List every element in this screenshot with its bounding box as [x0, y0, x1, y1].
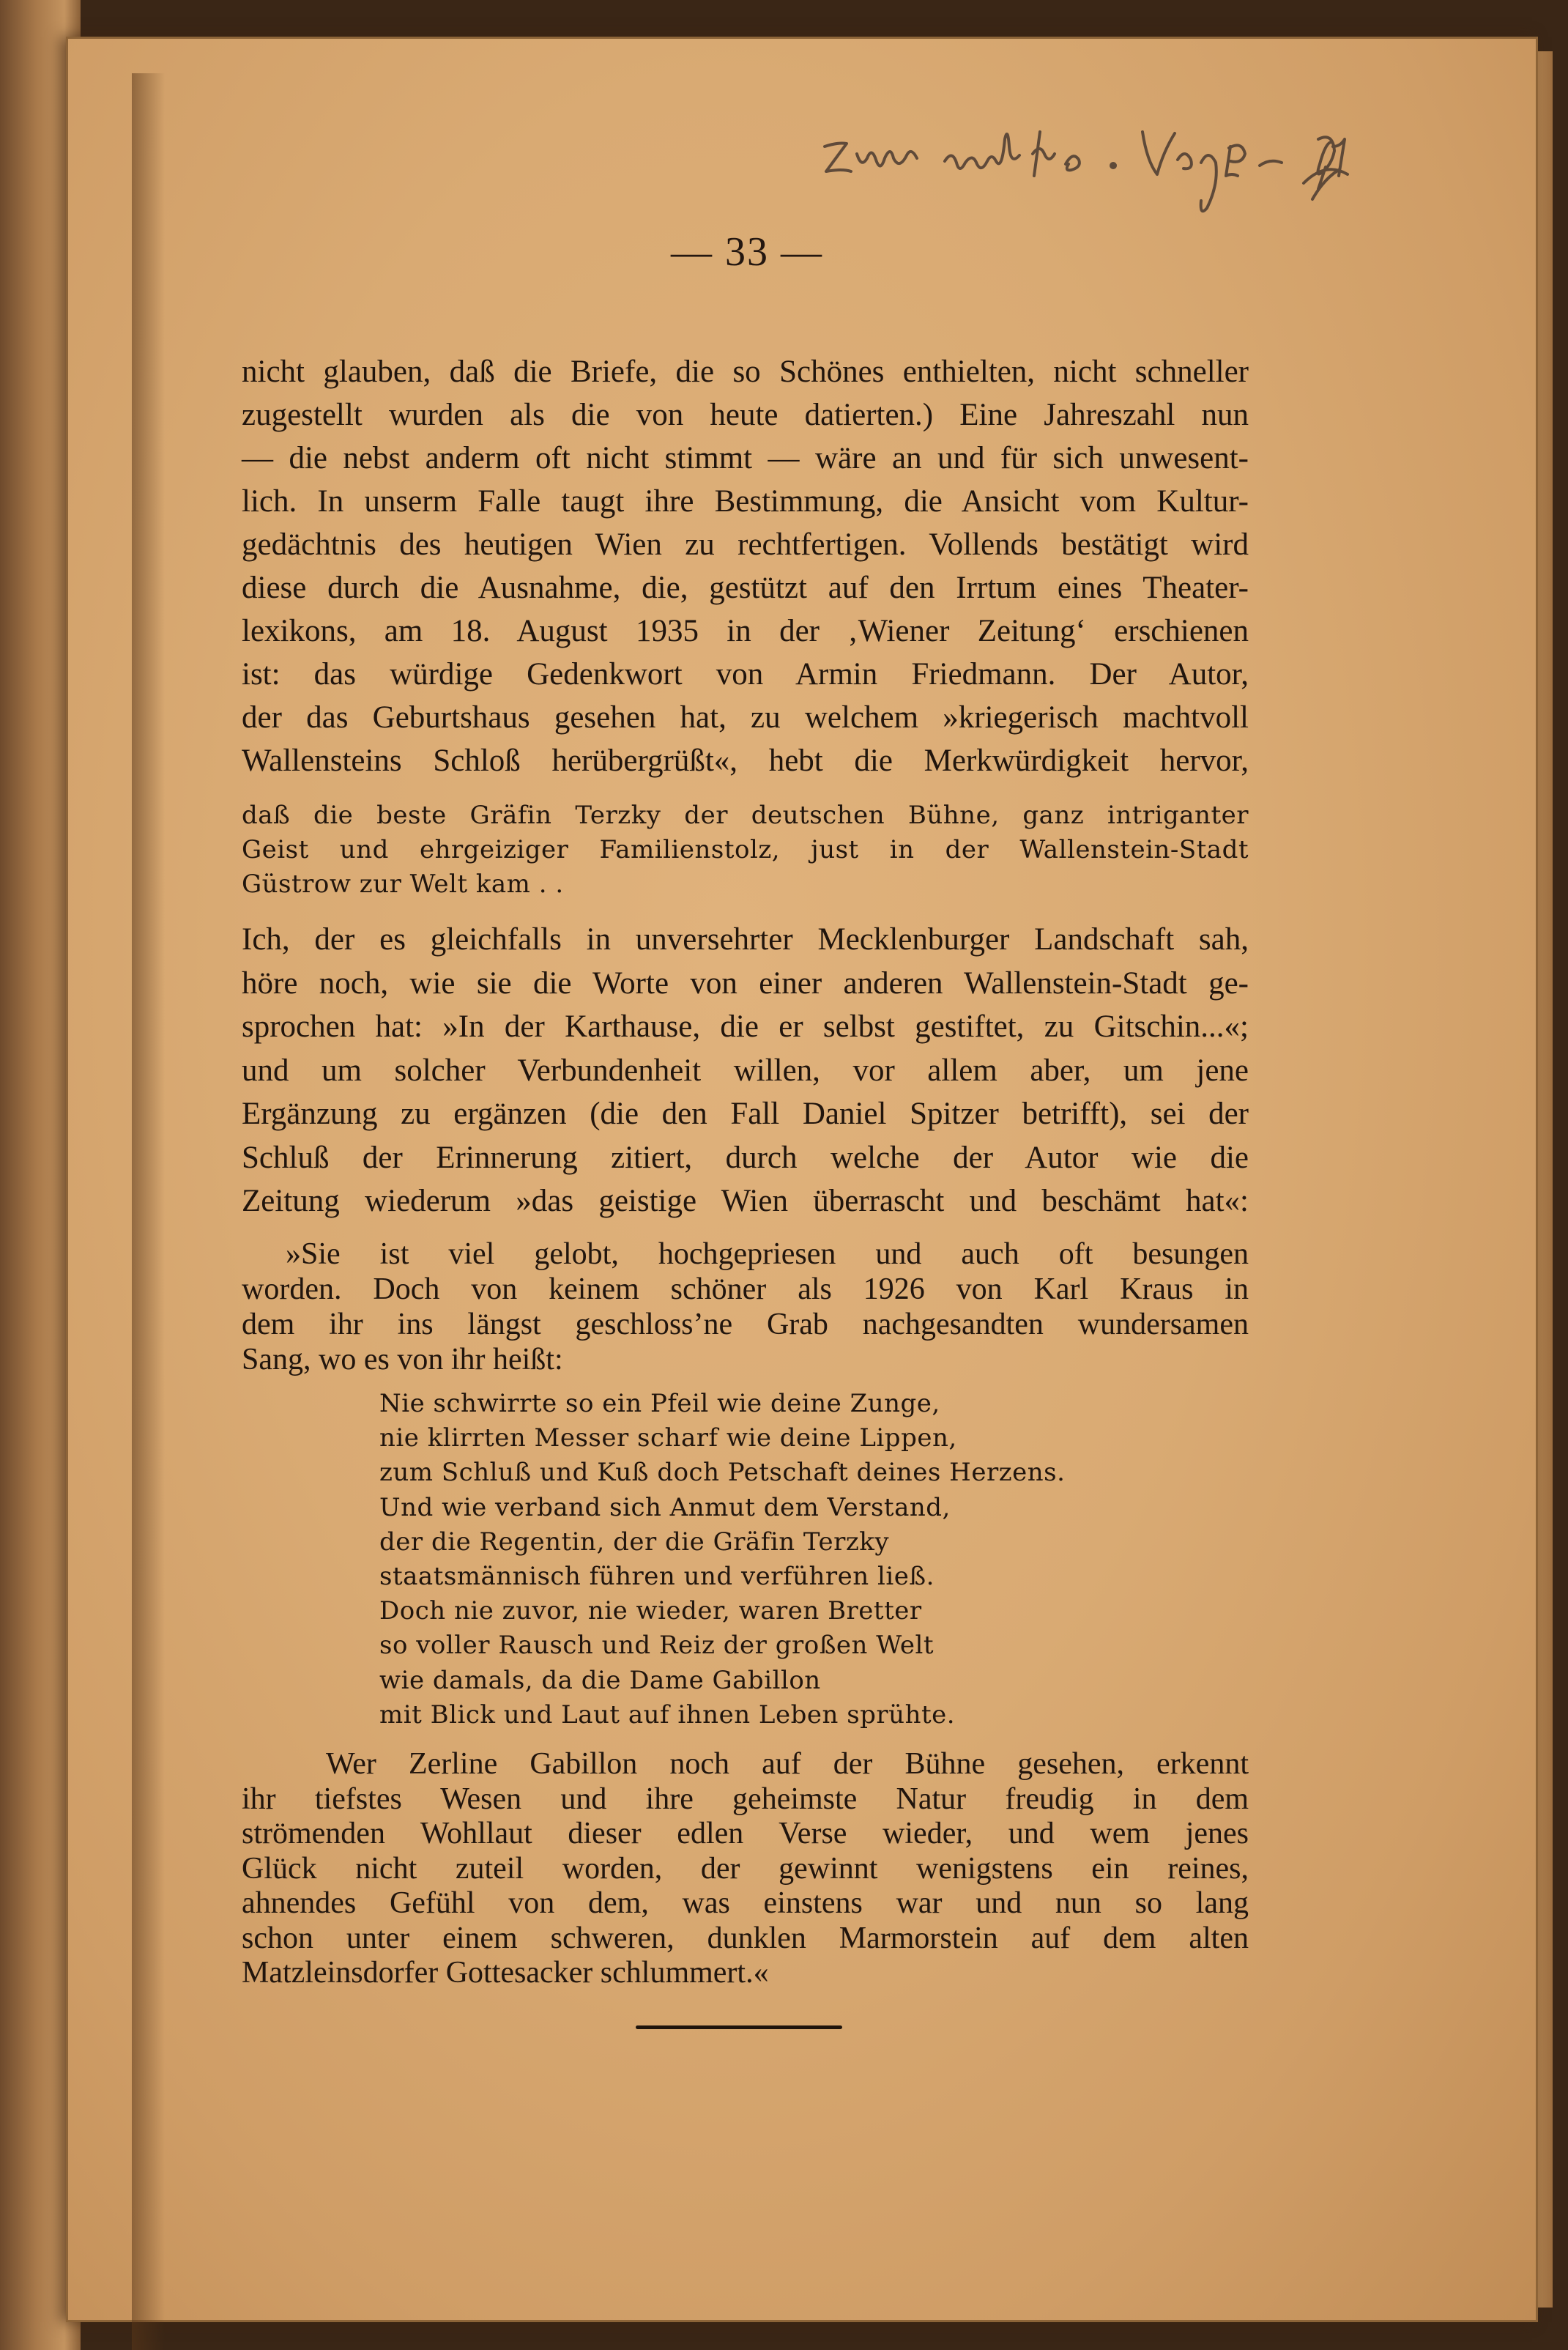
text-line: Wer Zerline Gabillon noch auf der Bühne gesehen, erkennt [326, 1747, 1249, 1781]
text-line: lexikons, am 18. August 1935 in der ‚Wiener Zeitung‘ erschienen [242, 614, 1249, 648]
text-line: worden. Doch von keinem schöner als 1926 von Karl Kraus in [242, 1272, 1249, 1306]
text-line: »Sie ist viel gelobt, hochgepriesen und auch oft besungen [286, 1237, 1249, 1271]
poem-line: wie damals, da die Dame Gabillon [379, 1665, 821, 1695]
text-line: Sang, wo es von ihr heißt: [242, 1343, 563, 1376]
text-line: Zeitung wiederum »das geistige Wien überrascht und beschämt hat«: [242, 1184, 1249, 1218]
poem-line: Und wie verband sich Anmut dem Verstand, [379, 1492, 951, 1522]
text-line: Ergänzung zu ergänzen (die den Fall Daniel Spitzer betrifft), sei der [242, 1097, 1249, 1131]
text-line: dem ihr ins längst geschloss’ne Grab nachgesandten wundersamen [242, 1308, 1249, 1341]
text-line: Matzleinsdorfer Gottesacker schlummert.« [242, 1956, 769, 1990]
text-line: zugestellt wurden als die von heute datierten.) Eine Jahreszahl nun [242, 398, 1249, 432]
text-line: Geist und ehrgeiziger Familienstolz, just in der Wallenstein-Stadt [242, 835, 1249, 864]
poem-line: nie klirrten Messer scharf wie deine Lippen, [379, 1423, 957, 1453]
citation [242, 1237, 1249, 1377]
paragraph-2 [242, 918, 1249, 1223]
poem-line: der die Regentin, der die Gräfin Terzky [379, 1527, 890, 1557]
text-line: diese durch die Ausnahme, die, gestützt auf den Irrtum eines Theater- [242, 571, 1249, 605]
text-line: — die nebst anderm oft nicht stimmt — wäre an und für sich unwesent- [242, 441, 1249, 475]
text-line: Glück nicht zuteil worden, der gewinnt wenigstens ein reines, [242, 1851, 1249, 1886]
poem-line: mit Blick und Laut auf ihnen Leben sprühte. [379, 1700, 956, 1730]
text-line: ist: das würdige Gedenkwort von Armin Friedmann. Der Autor, [242, 657, 1249, 692]
book-page [66, 37, 1538, 2322]
end-rule-divider [636, 2025, 842, 2029]
small-quote [242, 798, 1249, 902]
text-line: Schluß der Erinnerung zitiert, durch welche der Autor wie die [242, 1140, 1249, 1175]
poem [379, 1387, 1065, 1732]
poem-line: Doch nie zuvor, nie wieder, waren Bretter [379, 1596, 922, 1626]
text-line: daß die beste Gräfin Terzky der deutschen Bühne, ganz intriganter [242, 801, 1249, 830]
closing-paragraph [242, 1747, 1249, 1991]
poem-line: so voller Rausch und Reiz der großen Welt [379, 1631, 935, 1661]
poem-line: Nie schwirrte so ein Pfeil wie deine Zunge, [379, 1389, 940, 1418]
text-line: Güstrow zur Welt kam . . [242, 870, 564, 899]
text-line: höre noch, wie sie die Worte von einer anderen Wallenstein-Stadt ge- [242, 965, 1249, 1001]
text-line: Wallensteins Schloß herübergrüßt«, hebt die Merkwürdigkeit hervor, [242, 744, 1249, 778]
text-line: Ich, der es gleichfalls in unversehrter Mecklenburger Landschaft sah, [242, 922, 1249, 957]
text-line: schon unter einem schweren, dunklen Marmorstein auf dem alten [242, 1921, 1249, 1955]
text-line: und um solcher Verbundenheit willen, vor allem aber, um jene [242, 1053, 1249, 1088]
text-line: ahnendes Gefühl von dem, was einstens war und nun so lang [242, 1886, 1249, 1920]
paragraph-1 [242, 350, 1249, 782]
text-line: der das Geburtshaus gesehen hat, zu welchem »kriegerisch machtvoll [242, 700, 1249, 735]
text-line: ihr tiefstes Wesen und ihre geheimste Natur freudig in dem [242, 1782, 1249, 1816]
text-line: lich. In unserm Falle taugt ihre Bestimmung, die Ansicht vom Kultur- [242, 484, 1249, 519]
text-line: nicht glauben, daß die Briefe, die so Schönes enthielten, nicht schneller [242, 355, 1249, 389]
gutter-shadow [132, 73, 165, 2350]
text-line: sprochen hat: »In der Karthause, die er selbst gestiftet, zu Gitschin...«; [242, 1009, 1249, 1044]
poem-line: staatsmännisch führen und verführen ließ. [379, 1562, 935, 1592]
poem-line: zum Schluß und Kuß doch Petschaft deines Herzens. [379, 1458, 1066, 1488]
text-line: strömenden Wohllaut dieser edlen Verse wieder, und wem jenes [242, 1817, 1249, 1850]
text-line: gedächtnis des heutigen Wien zu rechtfertigen. Vollends bestätigt wird [242, 527, 1249, 562]
page-number: — 33 — [671, 229, 823, 275]
